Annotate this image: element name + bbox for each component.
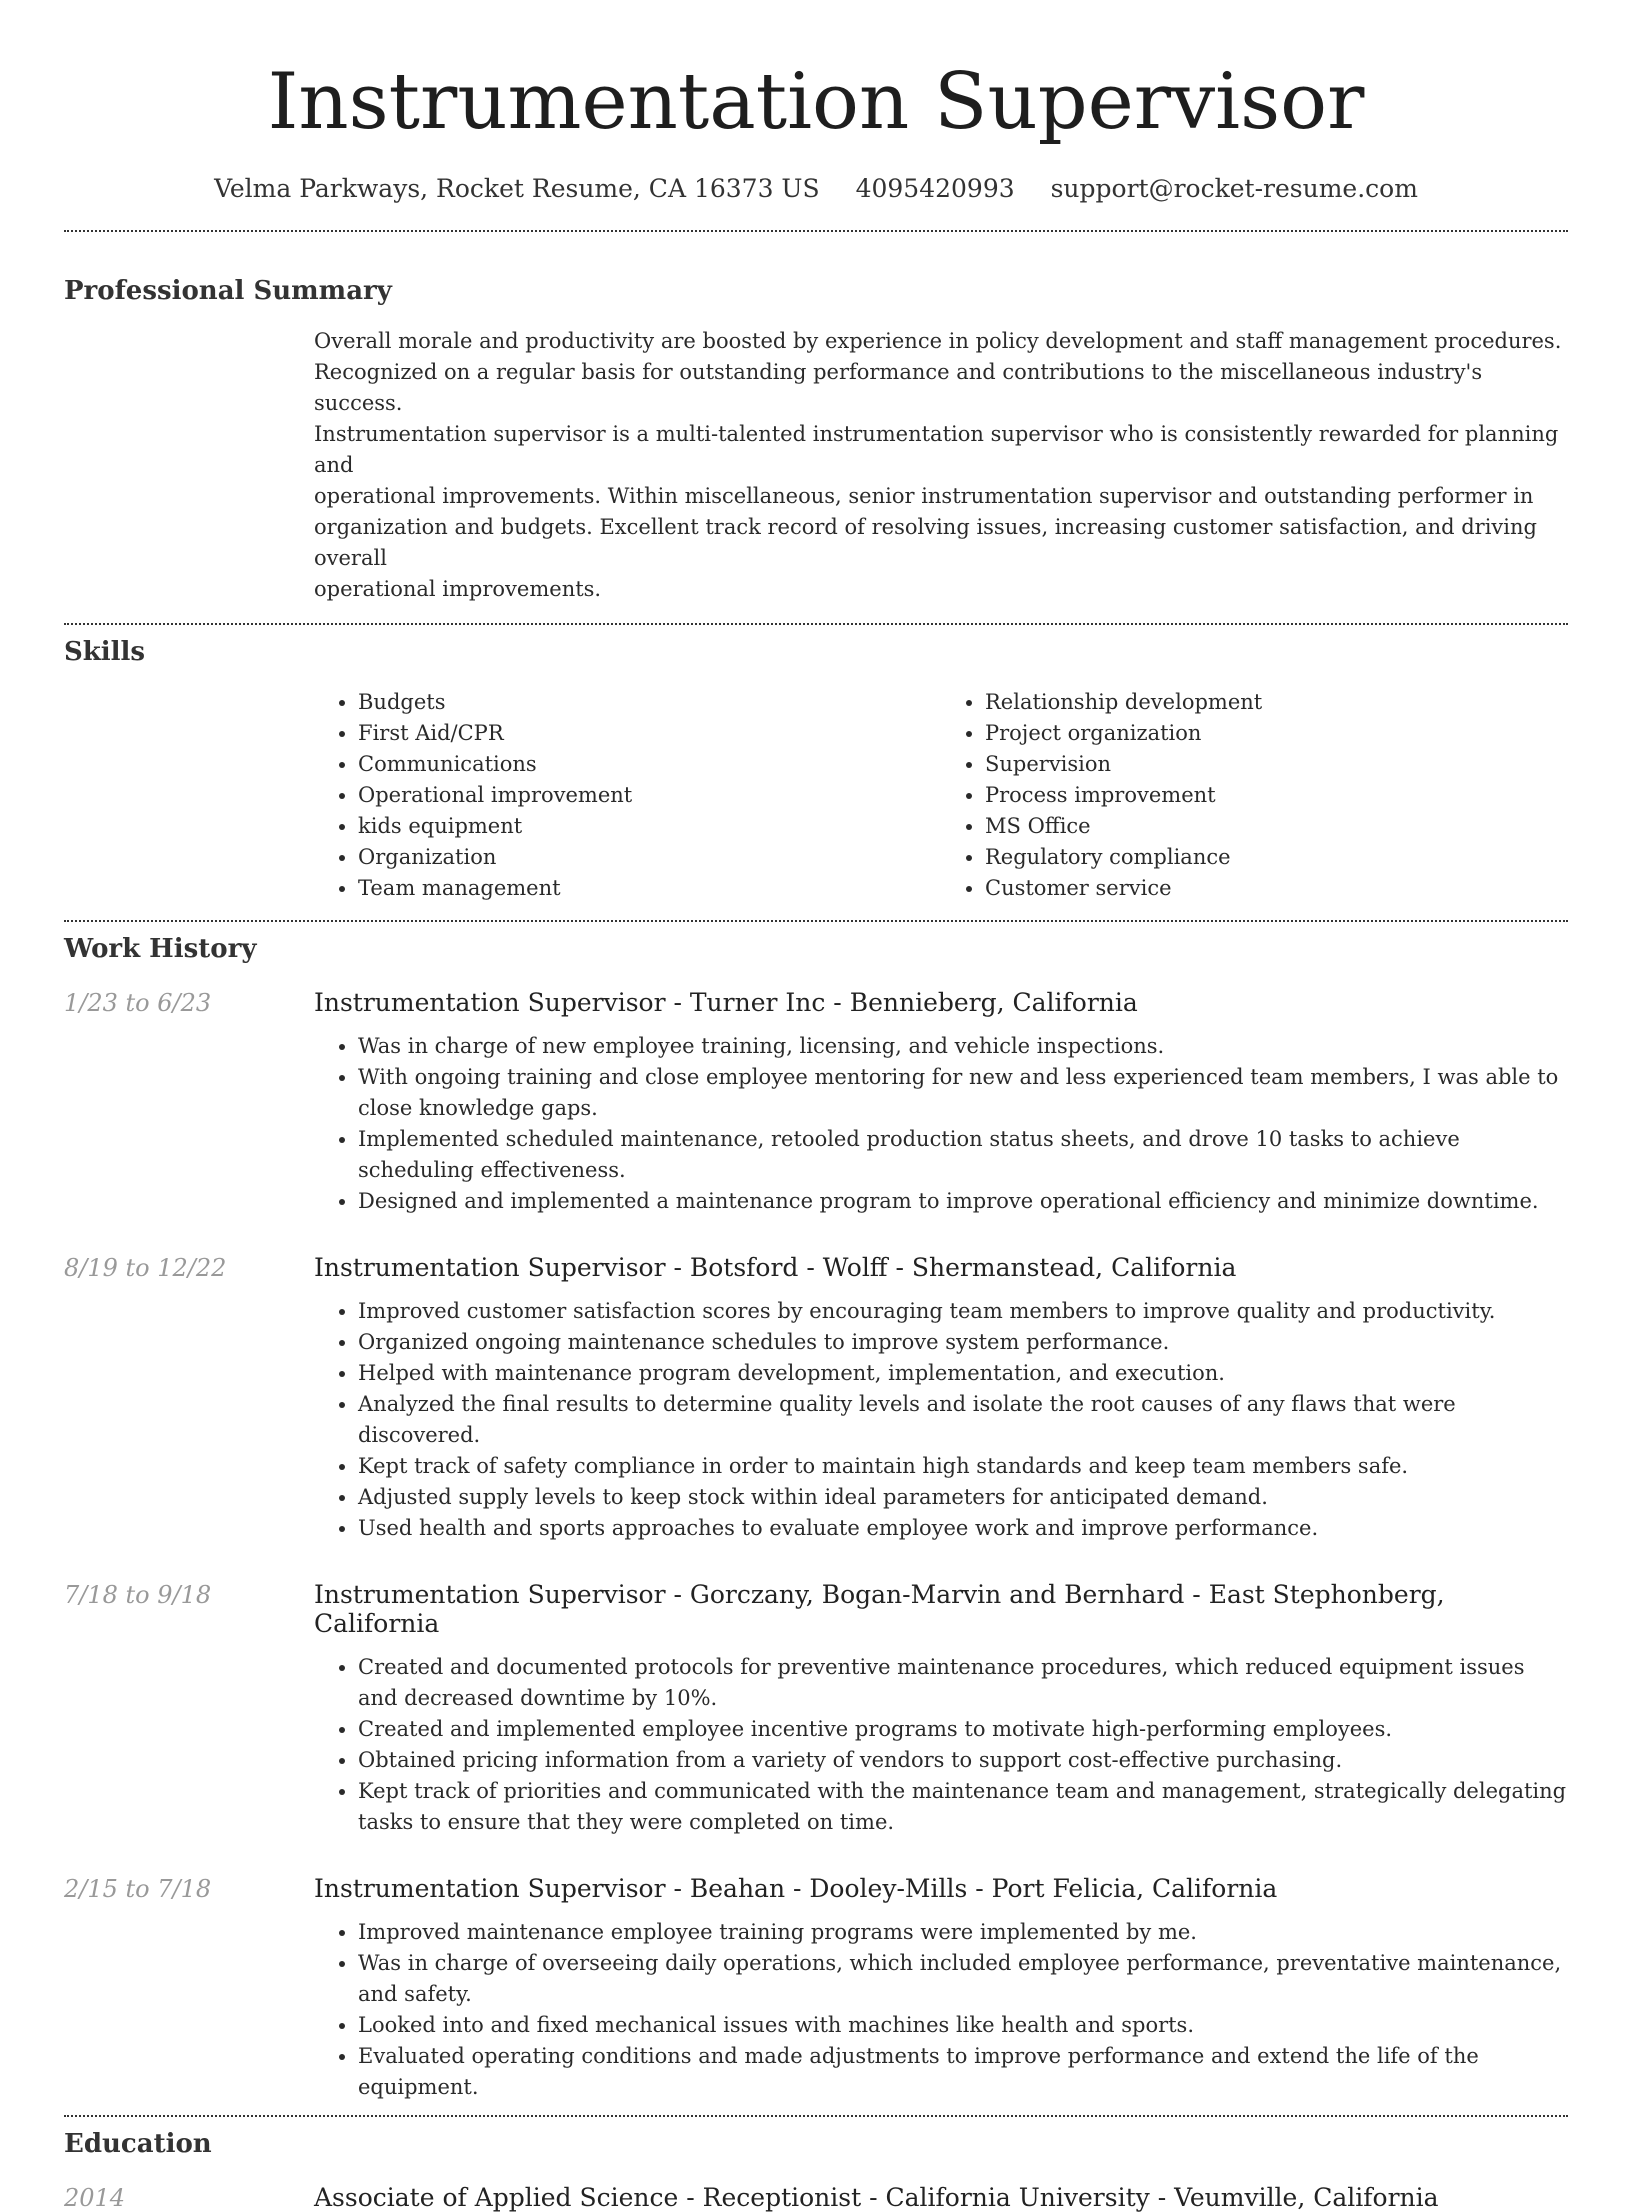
job-bullet: • Created and implemented employee incentive programs to motivate high-performing employees. (358, 1714, 1568, 1745)
skill-item: • Project organization (985, 718, 1568, 749)
job-bullet: • Evaluated operating conditions and made adjustments to improve performance and extend the life of the equipment. (358, 2041, 1568, 2103)
contact-phone: 4095420993 (855, 174, 1015, 203)
job-entry (64, 988, 1568, 1217)
job-entry (64, 1874, 1568, 2103)
summary-line: operational improvements. (314, 577, 602, 601)
education-section (64, 2117, 1568, 2212)
job-bullet: • Analyzed the final results to determine quality levels and isolate the root causes of any flaws that were discovered. (358, 1389, 1568, 1451)
job-heading: Instrumentation Supervisor - Gorczany, Bogan-Marvin and Bernhard - East Stephonberg, California (314, 1580, 1445, 1638)
job-bullet: • Organized ongoing maintenance schedules to improve system performance. (358, 1327, 1568, 1358)
education-header (64, 2183, 1568, 2212)
job-dates: 8/19 to 12/22 (64, 1254, 227, 1282)
summary-line: Overall morale and productivity are boosted by experience in policy development and staff management procedures. (314, 329, 1562, 353)
job-bullet: • Helped with maintenance program development, implementation, and execution. (358, 1358, 1568, 1389)
job-bullets (314, 1296, 1568, 1544)
work-section (64, 922, 1568, 2103)
job-dates: 2/15 to 7/18 (64, 1875, 212, 1903)
job-bullet: • Looked into and fixed mechanical issues with machines like health and sports. (358, 2010, 1568, 2041)
job-bullet: • With ongoing training and close employee mentoring for new and less experienced team members, I was able to close knowledge gaps. (358, 1062, 1568, 1124)
job-bullet: • Implemented scheduled maintenance, retooled production status sheets, and drove 10 tasks to achieve scheduling effectiveness. (358, 1124, 1568, 1186)
job-bullet: • Designed and implemented a maintenance program to improve operational efficiency and minimize downtime. (358, 1186, 1568, 1217)
skill-item: • Operational improvement (358, 780, 941, 811)
job-bullet: • Adjusted supply levels to keep stock within ideal parameters for anticipated demand. (358, 1482, 1568, 1513)
summary-line: Recognized on a regular basis for outstanding performance and contributions to the miscellaneous industry's success. (314, 360, 1483, 415)
skill-item: • Organization (358, 842, 941, 873)
job-bullet: • Improved maintenance employee training programs were implemented by me. (358, 1917, 1568, 1948)
section-title-education: Education (64, 2129, 212, 2159)
job-bullet: • Used health and sports approaches to evaluate employee work and improve performance. (358, 1513, 1568, 1544)
contact-address: Velma Parkways, Rocket Resume, CA 16373 US (214, 174, 820, 203)
job-bullet: • Was in charge of new employee training, licensing, and vehicle inspections. (358, 1031, 1568, 1062)
section-title-work: Work History (64, 934, 257, 964)
job-header (64, 988, 1568, 1017)
summary-text (314, 326, 1568, 605)
job-entry (64, 1253, 1568, 1544)
skill-item: • Supervision (985, 749, 1568, 780)
job-bullets (314, 1917, 1568, 2103)
skill-item: • Team management (358, 873, 941, 904)
section-title-skills: Skills (64, 637, 146, 667)
education-entry (64, 2183, 1568, 2212)
skill-item: • MS Office (985, 811, 1568, 842)
job-bullets (314, 1031, 1568, 1217)
job-header (64, 1874, 1568, 1903)
contact-line (64, 172, 1568, 206)
summary-line: operational improvements. Within miscellaneous, senior instrumentation supervisor and outstanding performer in (314, 484, 1534, 508)
skill-item: • Customer service (985, 873, 1568, 904)
job-bullet: • Kept track of safety compliance in order to maintain high standards and keep team members safe. (358, 1451, 1568, 1482)
skills-grid (314, 687, 1568, 904)
job-entry (64, 1580, 1568, 1838)
job-header (64, 1253, 1568, 1282)
job-heading: Instrumentation Supervisor - Beahan - Dooley-Mills - Port Felicia, California (314, 1874, 1278, 1903)
job-dates: 7/18 to 9/18 (64, 1581, 212, 1609)
job-bullets (314, 1652, 1568, 1838)
skill-item: • Relationship development (985, 687, 1568, 718)
contact-email: support@rocket-resume.com (1050, 174, 1418, 203)
job-dates: 1/23 to 6/23 (64, 989, 212, 1017)
summary-line: Instrumentation supervisor is a multi-talented instrumentation supervisor who is consistently rewarded for planning and (314, 422, 1559, 477)
skill-item: • Communications (358, 749, 941, 780)
job-heading: Instrumentation Supervisor - Botsford - Wolff - Shermanstead, California (314, 1253, 1237, 1282)
skill-item: • Budgets (358, 687, 941, 718)
skill-item: • Process improvement (985, 780, 1568, 811)
summary-section (64, 232, 1568, 605)
job-bullet: • Created and documented protocols for preventive maintenance procedures, which reduced equipment issues and decreased downtime by 10%. (358, 1652, 1568, 1714)
summary-line: organization and budgets. Excellent track record of resolving issues, increasing customer satisfaction, and driving overall (314, 515, 1537, 570)
job-bullet: • Obtained pricing information from a variety of vendors to support cost-effective purchasing. (358, 1745, 1568, 1776)
job-bullet: • Kept track of priorities and communicated with the maintenance team and management, strategically delegating tasks to ensure that they were completed on time. (358, 1776, 1568, 1838)
resume-name: Instrumentation Supervisor (267, 57, 1365, 147)
job-heading: Instrumentation Supervisor - Turner Inc - Bennieberg, California (314, 988, 1138, 1017)
skills-list-right (941, 687, 1568, 904)
skill-item: • First Aid/CPR (358, 718, 941, 749)
skills-list-left (314, 687, 941, 904)
job-bullet: • Improved customer satisfaction scores by encouraging team members to improve quality and productivity. (358, 1296, 1568, 1327)
skills-section (64, 625, 1568, 904)
education-heading: Associate of Applied Science - Receptionist - California University - Veumville, California (314, 2183, 1439, 2212)
job-bullet: • Was in charge of overseeing daily operations, which included employee performance, preventative maintenance, and safety. (358, 1948, 1568, 2010)
skill-item: • Regulatory compliance (985, 842, 1568, 873)
section-title-summary: Professional Summary (64, 276, 392, 306)
skill-item: • kids equipment (358, 811, 941, 842)
job-header (64, 1580, 1568, 1638)
education-dates: 2014 (64, 2184, 126, 2212)
